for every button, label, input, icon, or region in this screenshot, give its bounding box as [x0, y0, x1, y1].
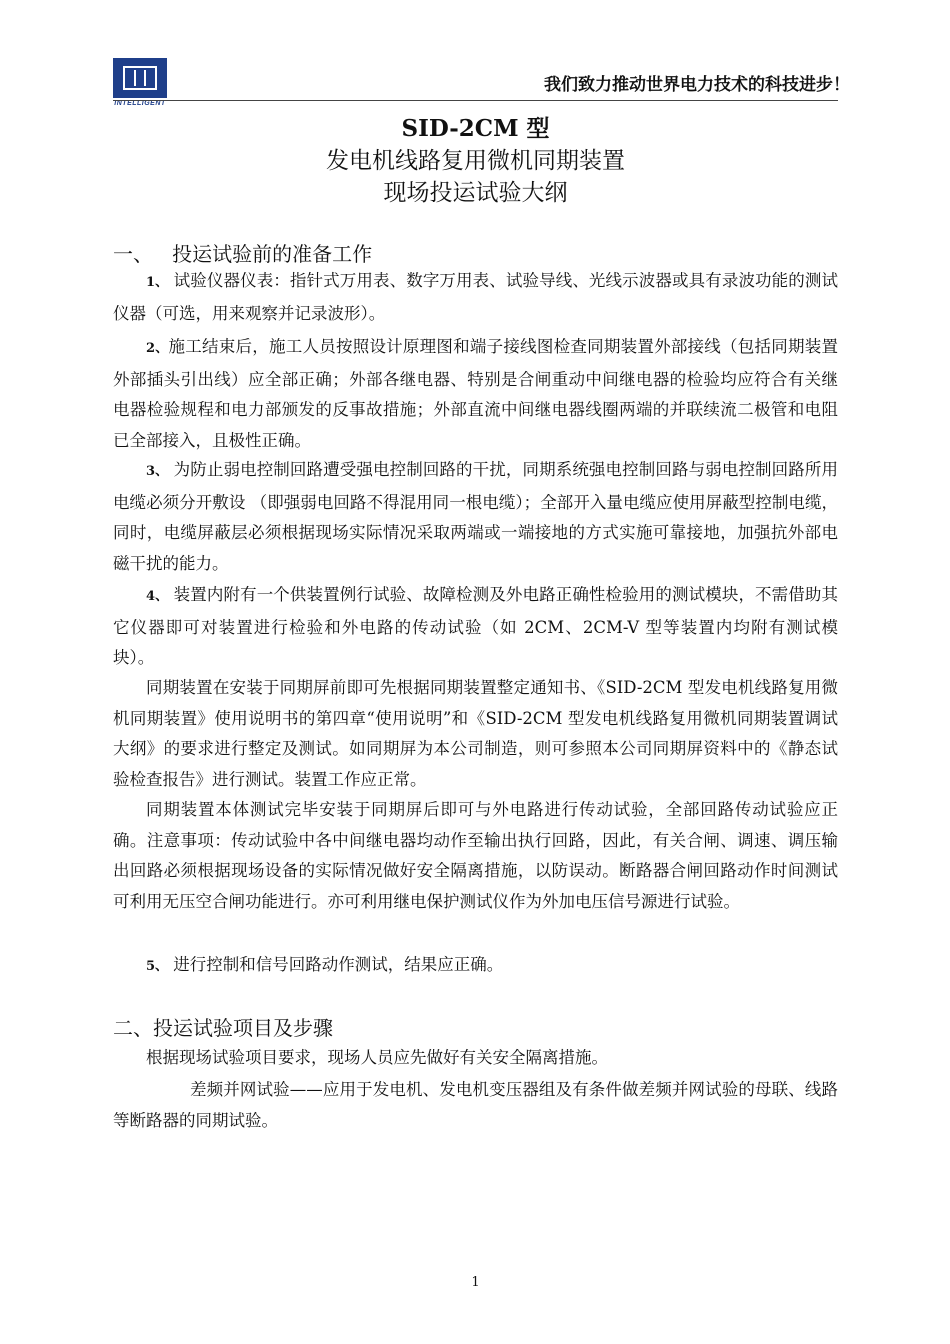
item-text: 为防止弱电控制回路遭受强电控制回路的干扰，同期系统强电控制回路与弱电控制回路所用电缆必须分开敷设 （即强弱电回路不得混用同一根电缆）；全部开入量电缆应使用屏蔽型控制电缆，同时，电缆屏蔽层必须根据现场实际情况采取两端或一端接地的方式实施可靠接地，加强抗外部电磁干扰的能力。 [113, 460, 839, 573]
item-text: 装置内附有一个供装置例行试验、故障检测及外电路正确性检验用的测试模块，不需借助其它仪器即可对装置进行检验和外电路的传动试验（如 2CM、2CM-V 型等装置内均附有测试模块）。 [113, 585, 839, 667]
section-1-item-1 [113, 266, 838, 329]
section-1-item-5 [113, 950, 838, 983]
item-text: 施工结束后，施工人员按照设计原理图和端子接线图检查同期装置外部接线（包括同期装置外部插头引出线）应全部正确；外部各继电器、特别是合闸重动中间继电器的检验均应符合有关继电器检验规程和电力部颁发的反事故措施；外部直流中间继电器线圈两端的并联续流二极管和电阻已全部接入，且极性正确。 [113, 337, 838, 450]
item-text: 进行控制和信号回路动作测试，结果应正确。 [168, 955, 504, 974]
section-1-item-2 [113, 332, 838, 456]
section-1-item-3 [113, 455, 838, 579]
item-number: 3、 [146, 464, 169, 479]
logo-icon [113, 58, 167, 98]
item-text: 试验仪器仪表：指针式万用表、数字万用表、试验导线、光线示波器或具有录波功能的测试仪器（可选，用来观察并记录波形）。 [113, 271, 839, 323]
item-number: 1、 [146, 275, 169, 290]
section-1-heading: 一、 投运试验前的准备工作 [113, 242, 373, 266]
section-1-paragraph-transmission-test: 同期装置本体测试完毕安装于同期屏后即可与外电路进行传动试验，全部回路传动试验应正确。注意事项：传动试验中各中间继电器均动作至输出执行回路，因此，有关合闸、调速、调压输出回路必须根据现场设备的实际情况做好安全隔离措施，以防误动。断路器合闸回路动作时间测试可利用无压空合闸功能进行。亦可利用继电保护测试仪作为外加电压信号源进行试验。 [113, 800, 838, 911]
document-title-outline: 现场投运试验大纲 [383, 180, 568, 206]
logo-text: INTELLIGENT [114, 100, 166, 107]
item-number: 2、 [146, 341, 169, 356]
company-logo [113, 58, 167, 110]
header-divider [113, 100, 838, 101]
item-number: 4、 [146, 589, 169, 604]
section-1-item-4 [113, 580, 838, 674]
item-number: 5、 [146, 959, 169, 974]
document-title-device: 发电机线路复用微机同期装置 [326, 148, 625, 174]
page-number: 1 [471, 1275, 480, 1290]
document-title-model: SID-2CM 型 [401, 115, 550, 142]
section-2-paragraph-differential-test: 差频并网试验——应用于发电机、发电机变压器组及有条件做差频并网试验的母联、线路等断路器的同期试验。 [113, 1080, 838, 1130]
header-slogan: 我们致力推动世界电力技术的科技进步！ [544, 75, 850, 95]
section-2-heading: 二、投运试验项目及步骤 [113, 1016, 333, 1040]
section-2-paragraph-intro: 根据现场试验项目要求，现场人员应先做好有关安全隔离措施。 [146, 1048, 608, 1067]
section-1-paragraph-setting: 同期装置在安装于同期屏前即可先根据同期装置整定通知书、《SID-2CM 型发电机线路复用微机同期装置》使用说明书的第四章“使用说明”和《SID-2CM 型发电机线路复用微机同期装置调试大纲》的要求进行整定及测试。如同期屏为本公司制造，则可参照本公司同期屏资料中的《静态试验检查报告》进行测试。装置工作应正常。 [113, 678, 838, 789]
